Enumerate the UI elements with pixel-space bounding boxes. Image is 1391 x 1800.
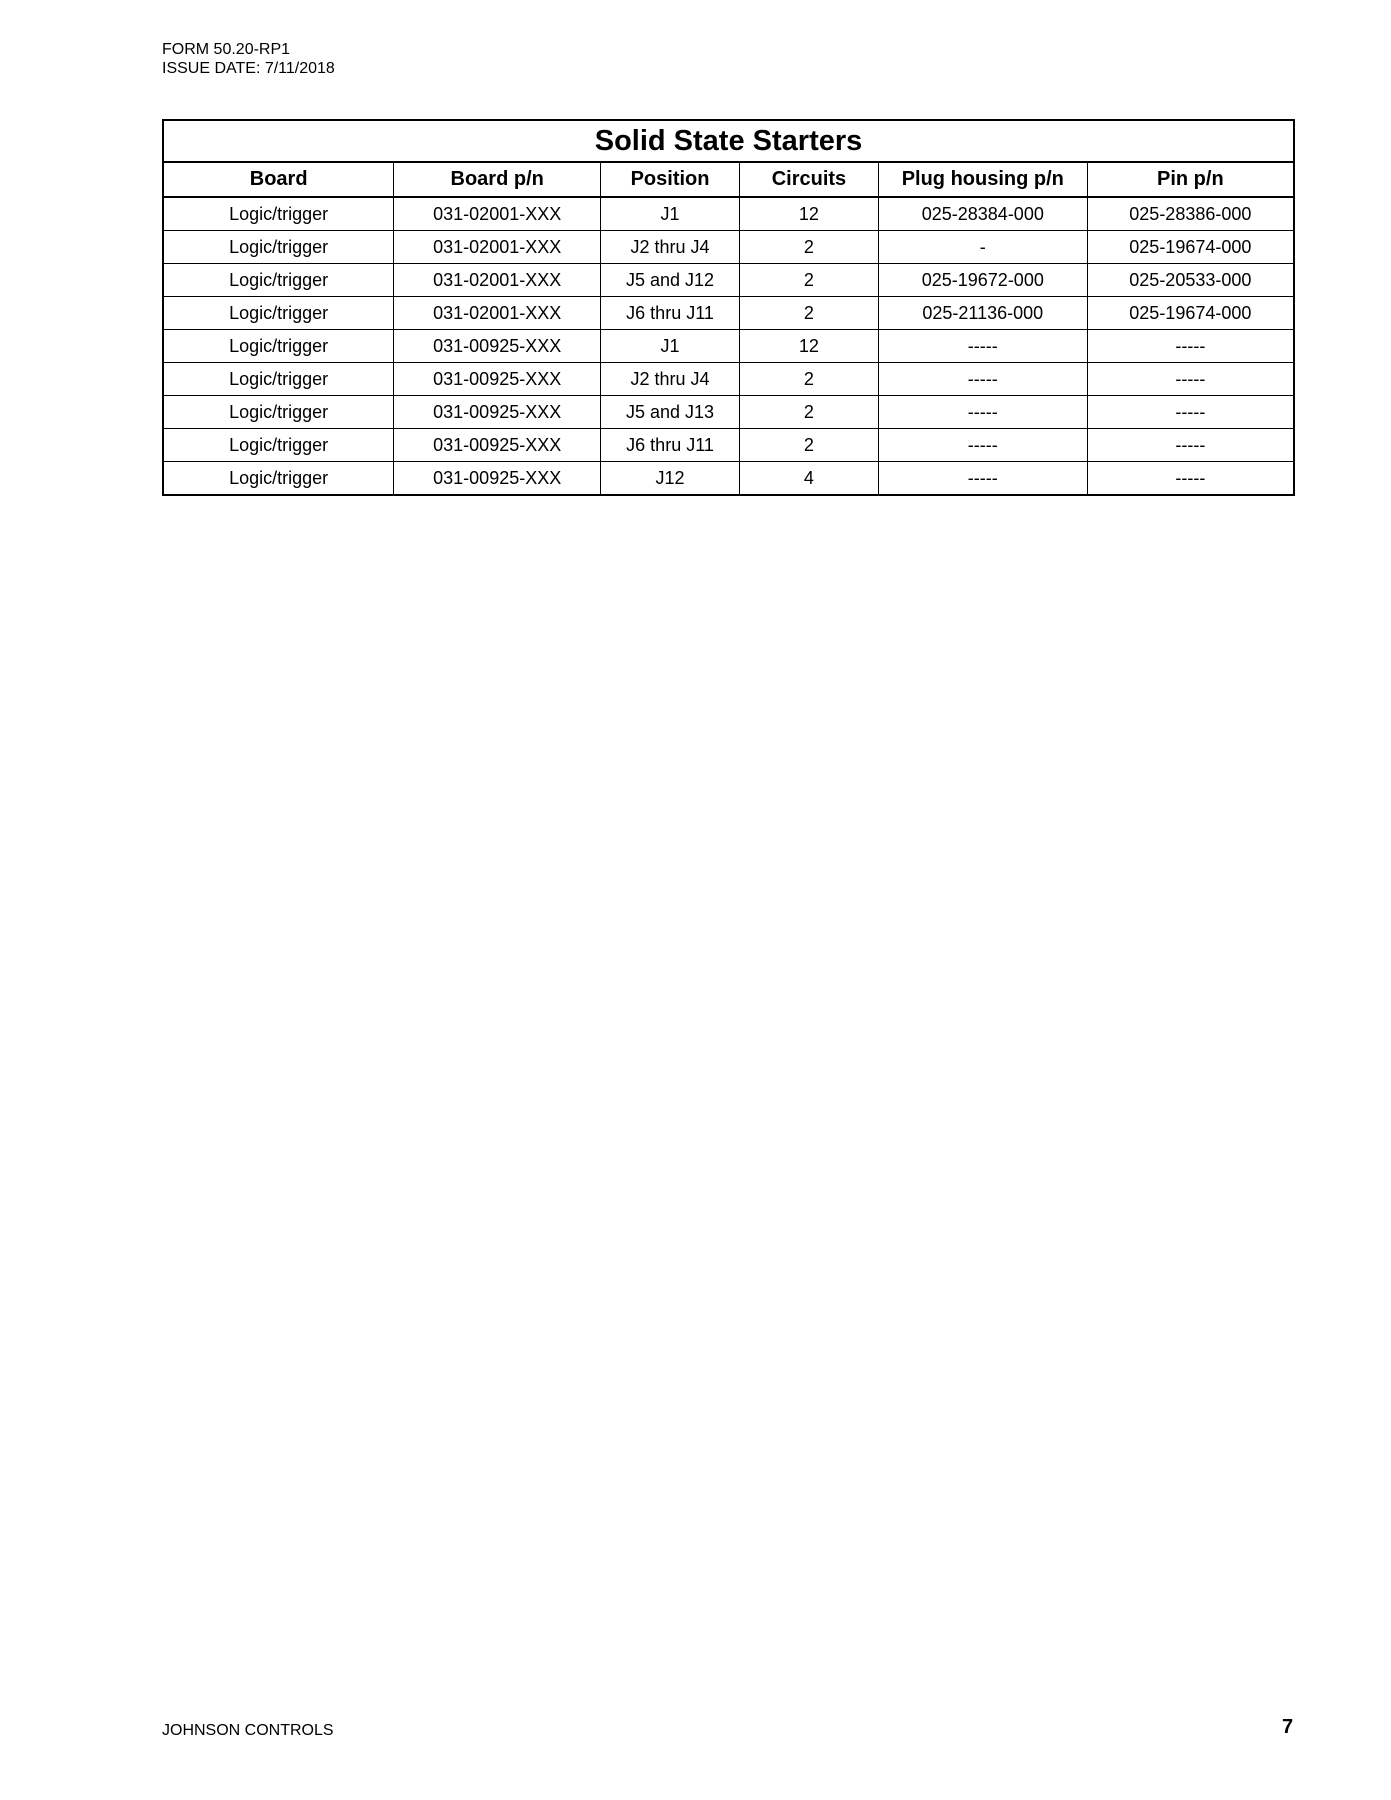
table-cell: 031-00925-XXX [394, 462, 601, 496]
table-cell: Logic/trigger [163, 264, 394, 297]
column-header: Plug housing p/n [878, 162, 1087, 197]
table-cell: 031-00925-XXX [394, 429, 601, 462]
table-cell: 12 [739, 330, 878, 363]
table-cell: ----- [878, 396, 1087, 429]
table-cell: 025-19674-000 [1087, 231, 1294, 264]
table-cell: ----- [1087, 396, 1294, 429]
table-cell: 2 [739, 264, 878, 297]
solid-state-starters-table [162, 119, 1295, 496]
table-cell: ----- [878, 363, 1087, 396]
page-number: 7 [1282, 1716, 1294, 1738]
table-cell: J2 thru J4 [601, 363, 740, 396]
table-row [163, 363, 1294, 396]
table-cell: Logic/trigger [163, 462, 394, 496]
table-cell: J2 thru J4 [601, 231, 740, 264]
table-cell: 2 [739, 396, 878, 429]
table-cell: 031-02001-XXX [394, 197, 601, 231]
table-cell: 031-00925-XXX [394, 330, 601, 363]
table-cell: 031-02001-XXX [394, 264, 601, 297]
table-row [163, 462, 1294, 496]
table-cell: Logic/trigger [163, 363, 394, 396]
table-cell: 031-00925-XXX [394, 396, 601, 429]
table-cell: 025-19674-000 [1087, 297, 1294, 330]
table-cell: 031-02001-XXX [394, 231, 601, 264]
table-row [163, 429, 1294, 462]
issue-date: ISSUE DATE: 7/11/2018 [162, 60, 335, 77]
column-header: Pin p/n [1087, 162, 1294, 197]
table-cell: ----- [878, 429, 1087, 462]
table-row [163, 297, 1294, 330]
table-row [163, 396, 1294, 429]
company-name: JOHNSON CONTROLS [162, 1722, 334, 1739]
table-cell: ----- [1087, 462, 1294, 496]
table-cell: J1 [601, 330, 740, 363]
document-header [162, 40, 335, 78]
table-cell: 025-20533-000 [1087, 264, 1294, 297]
table-cell: 2 [739, 297, 878, 330]
table-cell: ----- [1087, 363, 1294, 396]
table-cell: 2 [739, 429, 878, 462]
table-cell: 031-00925-XXX [394, 363, 601, 396]
table-cell: ----- [878, 462, 1087, 496]
table-cell: 4 [739, 462, 878, 496]
table-cell: Logic/trigger [163, 429, 394, 462]
table-cell: 12 [739, 197, 878, 231]
form-number: FORM 50.20-RP1 [162, 41, 291, 58]
column-header: Position [601, 162, 740, 197]
column-header: Circuits [739, 162, 878, 197]
table-title: Solid State Starters [163, 120, 1294, 162]
table-cell: Logic/trigger [163, 330, 394, 363]
table-row [163, 264, 1294, 297]
table-cell: J12 [601, 462, 740, 496]
table-cell: Logic/trigger [163, 396, 394, 429]
table-row [163, 231, 1294, 264]
table-cell: ----- [1087, 330, 1294, 363]
table-cell: J5 and J13 [601, 396, 740, 429]
table-header-row [163, 162, 1294, 197]
table-cell: 2 [739, 231, 878, 264]
column-header: Board p/n [394, 162, 601, 197]
table-cell: J6 thru J11 [601, 297, 740, 330]
table-cell: Logic/trigger [163, 297, 394, 330]
table-cell: J6 thru J11 [601, 429, 740, 462]
table-cell: Logic/trigger [163, 197, 394, 231]
table-cell: J1 [601, 197, 740, 231]
table-cell: 2 [739, 363, 878, 396]
table-cell: 025-21136-000 [878, 297, 1087, 330]
table-cell: - [878, 231, 1087, 264]
table-row [163, 330, 1294, 363]
table-cell: 025-28386-000 [1087, 197, 1294, 231]
table-row [163, 197, 1294, 231]
table-cell: 031-02001-XXX [394, 297, 601, 330]
table-cell: ----- [878, 330, 1087, 363]
column-header: Board [163, 162, 394, 197]
table-cell: 025-28384-000 [878, 197, 1087, 231]
table-cell: J5 and J12 [601, 264, 740, 297]
table-cell: ----- [1087, 429, 1294, 462]
table-cell: 025-19672-000 [878, 264, 1087, 297]
table-cell: Logic/trigger [163, 231, 394, 264]
